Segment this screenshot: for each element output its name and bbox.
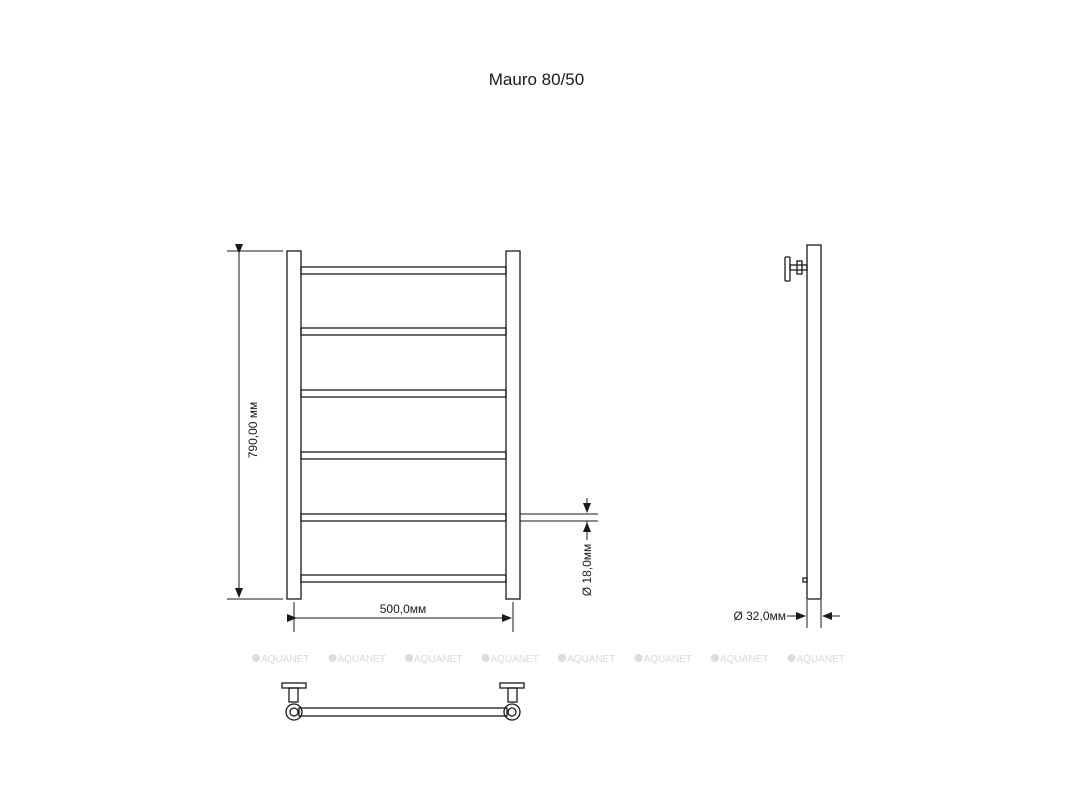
rung: [301, 575, 506, 582]
left-post: [287, 251, 301, 599]
watermark-text: AQUANET: [567, 654, 616, 665]
watermark-text: AQUANET: [720, 654, 769, 665]
right-post: [506, 251, 520, 599]
rung: [301, 267, 506, 274]
rung: [301, 514, 506, 521]
watermark-text: AQUANET: [337, 654, 386, 665]
watermark-text: AQUANET: [261, 654, 310, 665]
top-rung: [299, 708, 507, 716]
watermark-text: AQUANET: [796, 654, 845, 665]
width-dimension: [294, 602, 513, 632]
watermark-logo: [558, 654, 615, 665]
rung-diameter-label: Ø 18,0мм: [580, 543, 594, 597]
watermark-row: [252, 654, 845, 665]
rung: [301, 452, 506, 459]
side-post: [807, 245, 821, 599]
rung-diameter-dimension: [520, 498, 598, 596]
right-bracket: [500, 683, 524, 720]
post-diameter-dimension: [733, 600, 840, 628]
rung: [301, 390, 506, 397]
side-view: [785, 245, 821, 599]
watermark-logo: [711, 654, 768, 665]
watermark-logo: [788, 654, 845, 665]
watermark-logo: [482, 654, 539, 665]
drawing-title: Mauro 80/50: [488, 70, 585, 89]
wall-bracket: [785, 257, 807, 281]
watermark-logo: [252, 654, 309, 665]
front-view: [287, 251, 520, 599]
rungs: [301, 267, 506, 582]
width-label: 500,0мм: [379, 602, 427, 616]
rung: [301, 328, 506, 335]
valve-plug: [803, 578, 807, 582]
watermark-text: AQUANET: [414, 654, 463, 665]
watermark-text: AQUANET: [490, 654, 539, 665]
watermark-logo: [329, 654, 386, 665]
watermark-logo: [635, 654, 692, 665]
height-dimension: [227, 251, 283, 599]
post-diameter-label: Ø 32,0мм: [733, 609, 786, 623]
watermark-logo: [405, 654, 462, 665]
watermark-text: AQUANET: [643, 654, 692, 665]
top-view: [282, 683, 524, 720]
height-label: 790,00 мм: [246, 401, 260, 459]
left-bracket: [282, 683, 306, 720]
